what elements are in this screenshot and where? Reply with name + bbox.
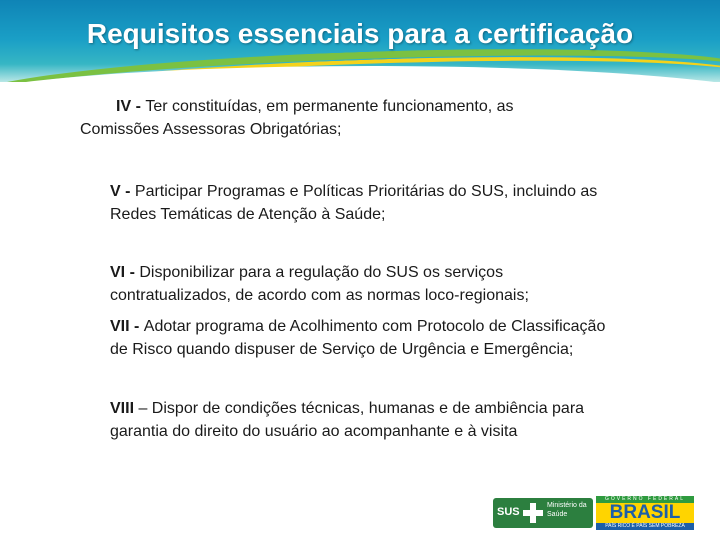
gov-label: GOVERNO FEDERAL <box>596 496 694 503</box>
brasil-government-logo <box>596 496 694 532</box>
sus-logo <box>493 498 593 528</box>
title-banner <box>0 0 720 82</box>
requirement-text-line1: Ter constituídas, em permanente funcionamento, as <box>145 98 514 115</box>
requirement-text-line1: – Dispor de condições técnicas, humanas e de ambiência para <box>134 400 585 417</box>
sus-label: SUS <box>497 506 520 518</box>
requirement-number: VIII <box>110 400 135 417</box>
requirement-text-line2: de Risco quando dispuser de Serviço de Urgência e Emergência; <box>110 341 574 358</box>
ministry-label: Ministério da Saúde <box>547 502 587 518</box>
requirement-item-vii <box>110 315 605 361</box>
requirement-number: V - <box>110 183 135 200</box>
requirement-item-iv <box>80 95 514 141</box>
requirement-text-line1: Adotar programa de Acolhimento com Protocolo de Classificação <box>143 318 606 335</box>
requirement-text-line2: garantia do direito do usuário ao acompanhante e à visita <box>110 423 518 440</box>
footer-logos <box>0 490 720 540</box>
cross-icon <box>523 503 543 523</box>
requirement-text-line2: Redes Temáticas de Atenção à Saúde; <box>110 206 386 223</box>
requirement-item-viii <box>110 397 584 443</box>
requirement-text-line1: Participar Programas e Políticas Prioritárias do SUS, incluindo as <box>134 183 598 200</box>
requirement-text-line1: Disponibilizar para a regulação do SUS os serviços <box>139 264 504 281</box>
brasil-label: BRASIL <box>596 503 694 523</box>
requirement-text-line2: contratualizados, de acordo com as normas loco-regionais; <box>110 287 529 304</box>
requirement-number: VI - <box>110 264 140 281</box>
slide-title: Requisitos essenciais para a certificação <box>86 18 634 49</box>
requirement-number: VII - <box>110 318 144 335</box>
requirement-number: IV - <box>116 98 146 115</box>
requirement-text-line2: Comissões Assessoras Obrigatórias; <box>80 121 342 138</box>
requirement-item-v <box>110 180 597 226</box>
slogan-label: PAÍS RICO É PAÍS SEM POBREZA <box>596 523 694 530</box>
requirement-item-vi <box>110 261 529 307</box>
